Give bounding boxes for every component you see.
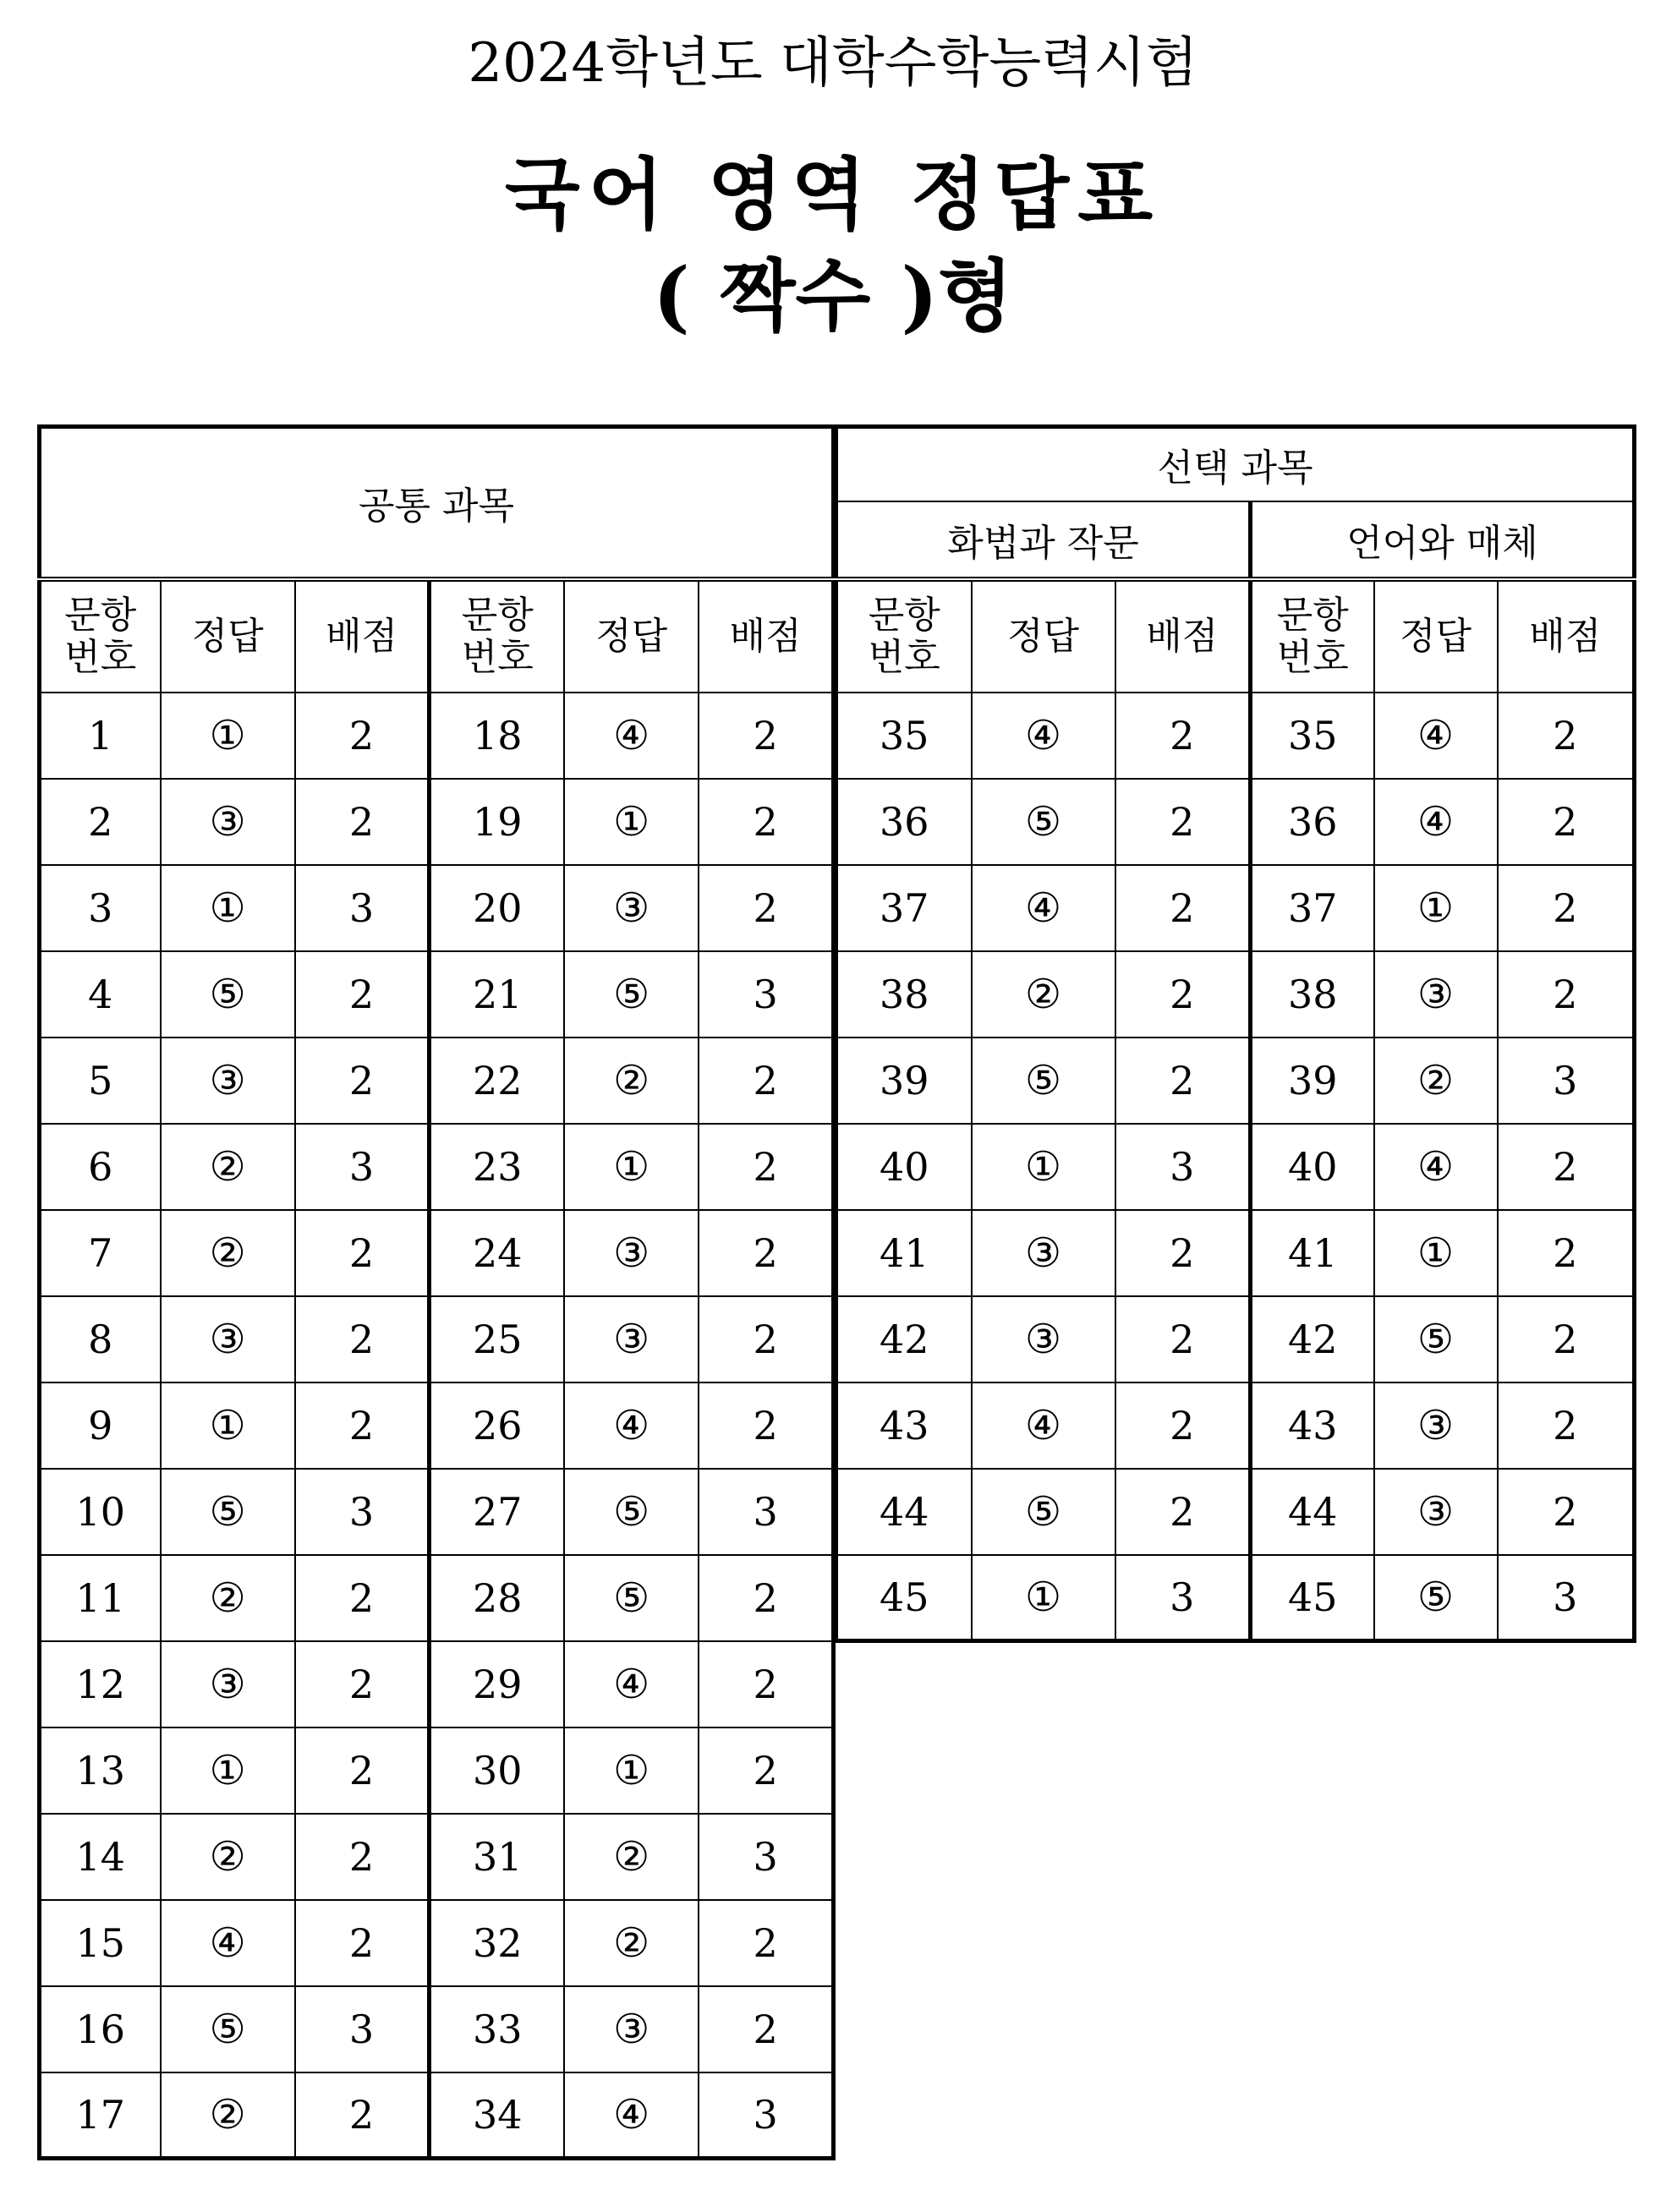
points: 2 [1498,1124,1635,1210]
answer: ⑤ [161,1469,295,1555]
points: 2 [1115,1382,1251,1469]
question-number: 38 [836,951,972,1038]
table-row [40,1555,834,1641]
points: 3 [1498,1038,1635,1124]
points: 3 [699,1814,833,1900]
answer: ① [972,1555,1115,1641]
question-number: 39 [1251,1038,1374,1124]
question-number: 11 [40,1555,161,1641]
points: 2 [295,1727,430,1814]
table-row [836,1382,1635,1469]
table-row [40,1469,834,1555]
answer: ③ [161,1296,295,1382]
question-number: 43 [836,1382,972,1469]
elective-section-title: 선택 과목 [836,427,1635,501]
question-number: 19 [430,779,564,865]
answer: ② [564,1814,699,1900]
points: 2 [1498,779,1635,865]
answer: ① [564,1124,699,1210]
answer: ③ [1374,1469,1498,1555]
question-number: 20 [430,865,564,951]
answer: ② [161,1124,295,1210]
question-number: 6 [40,1124,161,1210]
points: 2 [1115,1210,1251,1296]
question-number: 15 [40,1900,161,1986]
points: 3 [295,865,430,951]
table-row [836,1296,1635,1382]
answer: ④ [1374,779,1498,865]
answer: ① [161,693,295,779]
answer: ② [564,1038,699,1124]
answer: ② [972,951,1115,1038]
answer: ③ [161,1038,295,1124]
table-row [836,1124,1635,1210]
points: 2 [295,1038,430,1124]
question-number: 45 [1251,1555,1374,1641]
answer: ③ [564,1210,699,1296]
answer: ⑤ [564,1469,699,1555]
question-number: 35 [836,693,972,779]
answer: ② [161,1555,295,1641]
question-number: 39 [836,1038,972,1124]
col-header-answer: 정답 [972,579,1115,693]
question-number: 10 [40,1469,161,1555]
exam-title: 2024학년도 대학수학능력시험 [468,32,1198,95]
question-number: 17 [40,2072,161,2159]
col-header-number: 문항 번호 [430,579,564,693]
col-header-points: 배점 [1115,579,1251,693]
answer: ④ [564,1641,699,1727]
answer: ③ [564,1296,699,1382]
table-row [40,1814,834,1900]
points: 2 [295,1296,430,1382]
question-number: 25 [430,1296,564,1382]
table-row [836,865,1635,951]
answer: ⑤ [161,951,295,1038]
answer: ① [161,865,295,951]
question-number: 1 [40,693,161,779]
answer: ① [1374,865,1498,951]
points: 2 [1115,865,1251,951]
table-row [40,1641,834,1727]
answer: ④ [972,865,1115,951]
answer: ④ [1374,1124,1498,1210]
table-row [836,779,1635,865]
answer: ③ [161,779,295,865]
table-row [40,951,834,1038]
points: 2 [1115,1038,1251,1124]
common-answer-table [37,424,836,2160]
answer: ② [161,2072,295,2159]
question-number: 41 [1251,1210,1374,1296]
points: 3 [1115,1124,1251,1210]
question-number: 36 [836,779,972,865]
points: 2 [1115,1296,1251,1382]
question-number: 23 [430,1124,564,1210]
question-number: 40 [836,1124,972,1210]
answer: ⑤ [564,1555,699,1641]
points: 2 [1498,951,1635,1038]
points: 3 [295,1124,430,1210]
points: 3 [699,1469,833,1555]
table-row [40,865,834,951]
question-number: 32 [430,1900,564,1986]
question-number: 12 [40,1641,161,1727]
points: 3 [295,1469,430,1555]
question-number: 45 [836,1555,972,1641]
points: 2 [295,1814,430,1900]
table-row [40,1900,834,1986]
answer: ⑤ [1374,1296,1498,1382]
question-number: 9 [40,1382,161,1469]
speech-writing-title: 화법과 작문 [836,501,1251,579]
answer: ⑤ [972,1469,1115,1555]
question-number: 37 [836,865,972,951]
points: 3 [699,951,833,1038]
answer: ① [1374,1210,1498,1296]
answer: ⑤ [972,1038,1115,1124]
points: 2 [1498,1382,1635,1469]
exam-type-label [0,245,1666,347]
points: 2 [699,1038,833,1124]
points: 2 [699,1986,833,2072]
col-header-answer: 정답 [564,579,699,693]
table-row [40,2072,834,2159]
table-row [836,1555,1635,1641]
question-number: 27 [430,1469,564,1555]
answer: ⑤ [564,951,699,1038]
question-number: 36 [1251,779,1374,865]
points: 2 [699,1641,833,1727]
question-number: 2 [40,779,161,865]
question-number: 42 [836,1296,972,1382]
table-row [40,1038,834,1124]
question-number: 18 [430,693,564,779]
col-header-points: 배점 [1498,579,1635,693]
question-number: 24 [430,1210,564,1296]
points: 2 [295,1210,430,1296]
answer: ① [564,1727,699,1814]
table-row [40,1296,834,1382]
col-header-answer: 정답 [1374,579,1498,693]
points: 3 [1115,1555,1251,1641]
answer: ⑤ [972,779,1115,865]
question-number: 31 [430,1814,564,1900]
answer: ① [161,1727,295,1814]
question-number: 7 [40,1210,161,1296]
question-number: 40 [1251,1124,1374,1210]
question-number: 13 [40,1727,161,1814]
answer: ③ [564,1986,699,2072]
points: 2 [699,1210,833,1296]
elective-answer-table [834,424,1636,1643]
answer: ④ [564,2072,699,2159]
table-row [836,1469,1635,1555]
points: 3 [699,2072,833,2159]
answer: ④ [161,1900,295,1986]
answer: ③ [564,865,699,951]
table-row [40,693,834,779]
question-number: 44 [1251,1469,1374,1555]
answer: ③ [1374,951,1498,1038]
language-media-title: 언어와 매체 [1251,501,1635,579]
table-row [40,1124,834,1210]
table-row [836,1038,1635,1124]
col-header-points: 배점 [699,579,833,693]
points: 2 [1498,1469,1635,1555]
table-row [836,1210,1635,1296]
table-row [40,1727,834,1814]
points: 2 [699,1382,833,1469]
answer: ④ [972,1382,1115,1469]
points: 2 [295,693,430,779]
points: 2 [1115,693,1251,779]
points: 2 [1115,779,1251,865]
question-number: 35 [1251,693,1374,779]
question-number: 42 [1251,1296,1374,1382]
col-header-answer: 정답 [161,579,295,693]
answer: ② [1374,1038,1498,1124]
points: 2 [295,2072,430,2159]
answer: ③ [1374,1382,1498,1469]
points: 2 [1498,865,1635,951]
answer: ② [161,1210,295,1296]
points: 2 [1498,1296,1635,1382]
points: 2 [295,1555,430,1641]
question-number: 29 [430,1641,564,1727]
question-number: 14 [40,1814,161,1900]
points: 2 [699,1727,833,1814]
question-number: 16 [40,1986,161,2072]
points: 2 [1498,1210,1635,1296]
answer: ③ [972,1296,1115,1382]
answer: ① [972,1124,1115,1210]
question-number: 33 [430,1986,564,2072]
answer: ② [564,1900,699,1986]
points: 2 [295,951,430,1038]
question-number: 30 [430,1727,564,1814]
points: 2 [699,693,833,779]
question-number: 3 [40,865,161,951]
points: 2 [699,779,833,865]
question-number: 43 [1251,1382,1374,1469]
points: 3 [1498,1555,1635,1641]
col-header-number: 문항 번호 [836,579,972,693]
type-close-label: )형 [901,250,1013,342]
points: 2 [295,1900,430,1986]
answer: ④ [972,693,1115,779]
type-name: 짝수 [720,250,871,342]
points: 2 [295,1382,430,1469]
col-header-number: 문항 번호 [40,579,161,693]
question-number: 44 [836,1469,972,1555]
table-row [836,951,1635,1038]
page-title: 국어 영역 정답표 [504,149,1162,240]
table-row [40,1210,834,1296]
points: 2 [295,779,430,865]
points: 2 [699,865,833,951]
points: 2 [1498,693,1635,779]
question-number: 38 [1251,951,1374,1038]
points: 2 [699,1124,833,1210]
answer: ④ [1374,693,1498,779]
question-number: 41 [836,1210,972,1296]
points: 2 [295,1641,430,1727]
question-number: 8 [40,1296,161,1382]
common-section-title: 공통 과목 [40,427,834,579]
answer: ② [161,1814,295,1900]
table-row [40,779,834,865]
col-header-number: 문항 번호 [1251,579,1374,693]
question-number: 4 [40,951,161,1038]
table-row [40,1382,834,1469]
question-number: 37 [1251,865,1374,951]
question-number: 28 [430,1555,564,1641]
answer: ③ [161,1641,295,1727]
question-number: 26 [430,1382,564,1469]
points: 2 [1115,951,1251,1038]
answer: ⑤ [1374,1555,1498,1641]
question-number: 5 [40,1038,161,1124]
col-header-points: 배점 [295,579,430,693]
question-number: 22 [430,1038,564,1124]
question-number: 34 [430,2072,564,2159]
table-row [836,693,1635,779]
answer: ④ [564,1382,699,1469]
points: 2 [699,1296,833,1382]
points: 2 [699,1555,833,1641]
answer: ① [161,1382,295,1469]
answer: ⑤ [161,1986,295,2072]
points: 2 [699,1900,833,1986]
points: 3 [295,1986,430,2072]
answer: ④ [564,693,699,779]
answer: ③ [972,1210,1115,1296]
type-open-paren: ( [653,250,690,342]
table-row [40,1986,834,2072]
points: 2 [1115,1469,1251,1555]
question-number: 21 [430,951,564,1038]
answer: ① [564,779,699,865]
